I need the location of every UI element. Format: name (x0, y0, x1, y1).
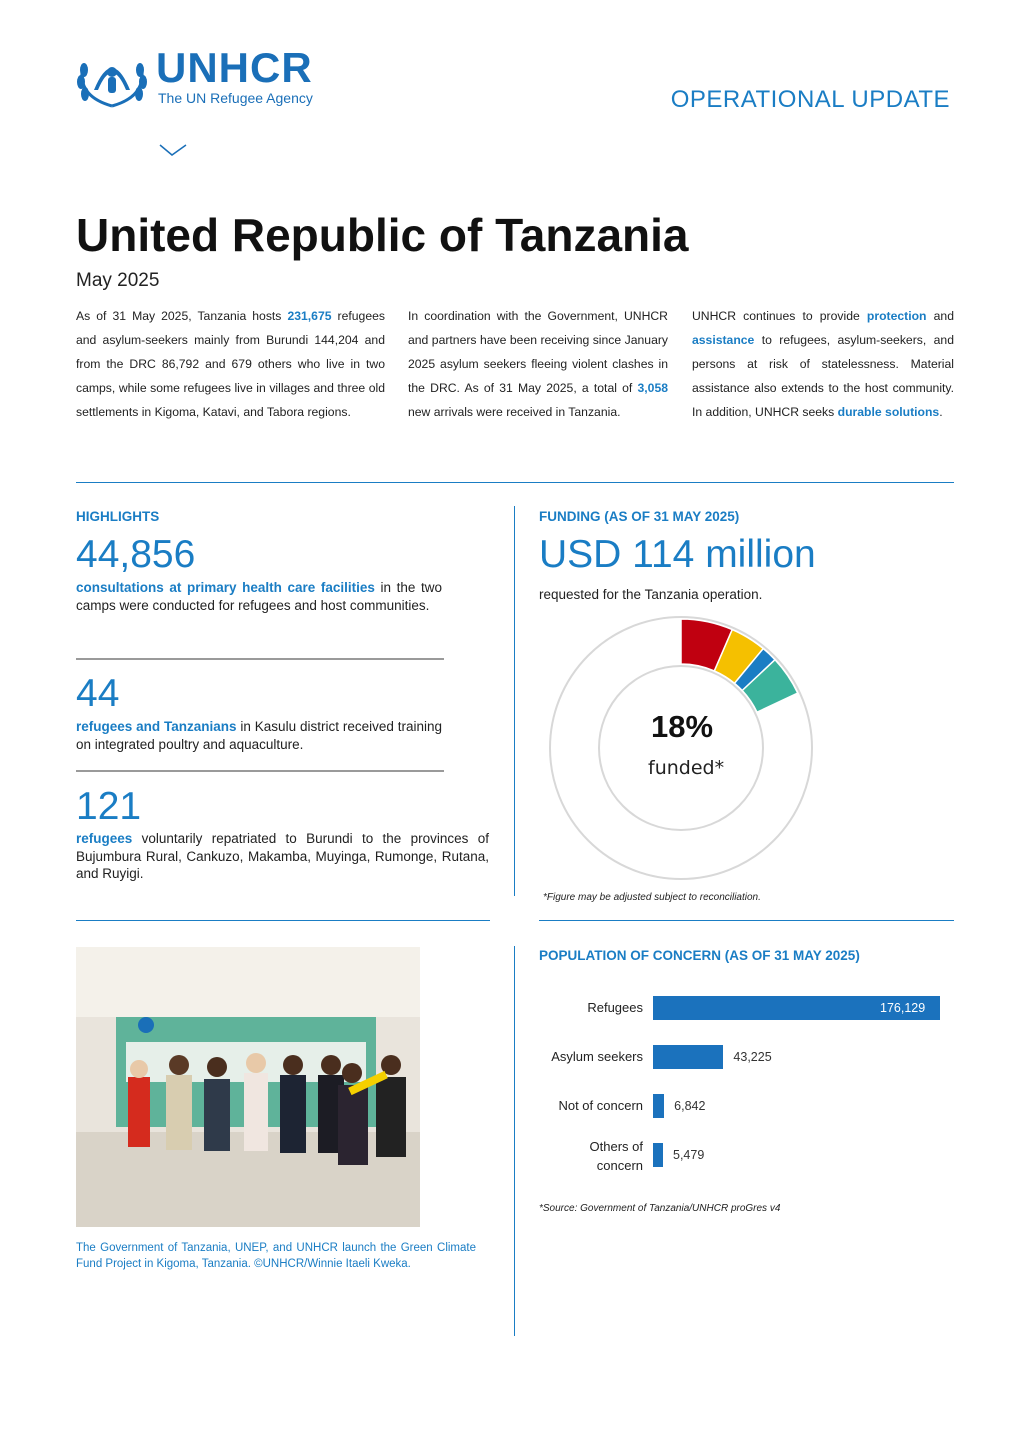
logo-tagline: The UN Refugee Agency (158, 90, 313, 106)
bar-value-label: 5,479 (673, 1148, 705, 1162)
intro-column-1: As of 31 May 2025, Tanzania hosts 231,675 refugees and asylum-seekers mainly from Burundi 144,204 and from the DRC 86,792 and 679 others who live in two camps, while some refugees live in villages and three old settlements in Kigoma, Katavi, and Tabora regions. (76, 309, 385, 419)
bar-value-label: 43,225 (733, 1050, 772, 1064)
section-divider (539, 920, 954, 921)
funding-requested-text: requested for the Tanzania operation. (539, 587, 763, 602)
page-title: United Republic of Tanzania (76, 209, 689, 261)
highlight-number: 44,856 (76, 533, 196, 576)
population-source-note: *Source: Government of Tanzania/UNHCR proGres v4 (539, 1203, 781, 1214)
highlight-link[interactable]: refugees (76, 831, 133, 846)
funding-amount: USD 114 million (539, 533, 816, 576)
highlight-text: refugees and Tanzanians in Kasulu district received training on integrated poultry and aquaculture. (76, 719, 442, 752)
unhcr-emblem-icon (72, 42, 152, 112)
new-arrivals-link[interactable]: 3,058 (637, 381, 668, 395)
column-divider (514, 506, 515, 896)
bar-category-label: Others of concern (589, 1139, 643, 1173)
bar-category-label: Refugees (587, 1000, 643, 1015)
funded-label: funded* (648, 757, 725, 779)
durable-solutions-link[interactable]: durable solutions (837, 405, 940, 419)
funding-note: *Figure may be adjusted subject to reconciliation. (543, 892, 761, 903)
intro-column-2: In coordination with the Government, UNHCR and partners have been receiving since January 2025 asylum seekers fleeing violent clashes in the DRC. As of 31 May 2025, a total of 3,058 new arrivals were received in Tanzania. (408, 309, 668, 419)
population-heading: POPULATION OF CONCERN (AS OF 31 MAY 2025) (539, 948, 860, 963)
bar-value-label: 6,842 (674, 1099, 706, 1113)
funding-heading: FUNDING (AS OF 31 MAY 2025) (539, 509, 740, 524)
population-bar (653, 1045, 723, 1069)
highlight-link[interactable]: consultations at primary health care facilities (76, 580, 375, 595)
highlight-number: 121 (76, 785, 142, 828)
assistance-link[interactable]: assistance (692, 333, 755, 347)
funding-donut-chart (546, 613, 816, 883)
bar-category-label: Asylum seekers (551, 1049, 643, 1064)
chevron-down-icon (158, 142, 188, 158)
highlight-divider (76, 770, 444, 772)
population-bar (653, 1094, 664, 1118)
funded-percentage: 18% (651, 709, 714, 744)
document-type-label: OPERATIONAL UPDATE (670, 86, 950, 113)
population-bar (653, 1143, 663, 1167)
population-bar-chart (539, 990, 954, 1180)
highlight-divider (76, 658, 444, 660)
report-date: May 2025 (76, 270, 160, 291)
photo-caption: The Government of Tanzania, UNEP, and UNHCR launch the Green Climate Fund Project in Kigoma, Tanzania. ©UNHCR/Winnie Itaeli Kweka. (76, 1242, 476, 1270)
section-divider (76, 920, 490, 921)
highlights-heading: HIGHLIGHTS (76, 509, 160, 524)
bar-value-label: 176,129 (880, 1001, 926, 1015)
donut-inner-ring (599, 666, 763, 830)
event-photo (76, 947, 420, 1227)
highlight-text: consultations at primary health care facilities in the two camps were conducted for refugees and host communities. (76, 580, 442, 613)
highlight-number: 44 (76, 672, 120, 715)
logo-wordmark: UNHCR (156, 44, 313, 91)
highlight-link[interactable]: refugees and Tanzanians (76, 719, 237, 734)
section-divider (76, 482, 954, 483)
intro-column-3: UNHCR continues to provide protection and assistance to refugees, asylum-seekers, and persons at risk of statelessness. Material assistance also extends to the host community. In addition, UNHCR seeks durable solutions. (692, 309, 954, 419)
bar-category-label: Not of concern (558, 1098, 643, 1113)
refugee-total-link[interactable]: 231,675 (287, 309, 332, 323)
protection-link[interactable]: protection (866, 309, 927, 323)
column-divider (514, 946, 515, 1336)
highlight-text: refugees voluntarily repatriated to Burundi to the provinces of Bujumbura Rural, Cankuzo, Makamba, Muyinga, Rumonge, Rutana, and Ruyigi. (76, 831, 489, 881)
